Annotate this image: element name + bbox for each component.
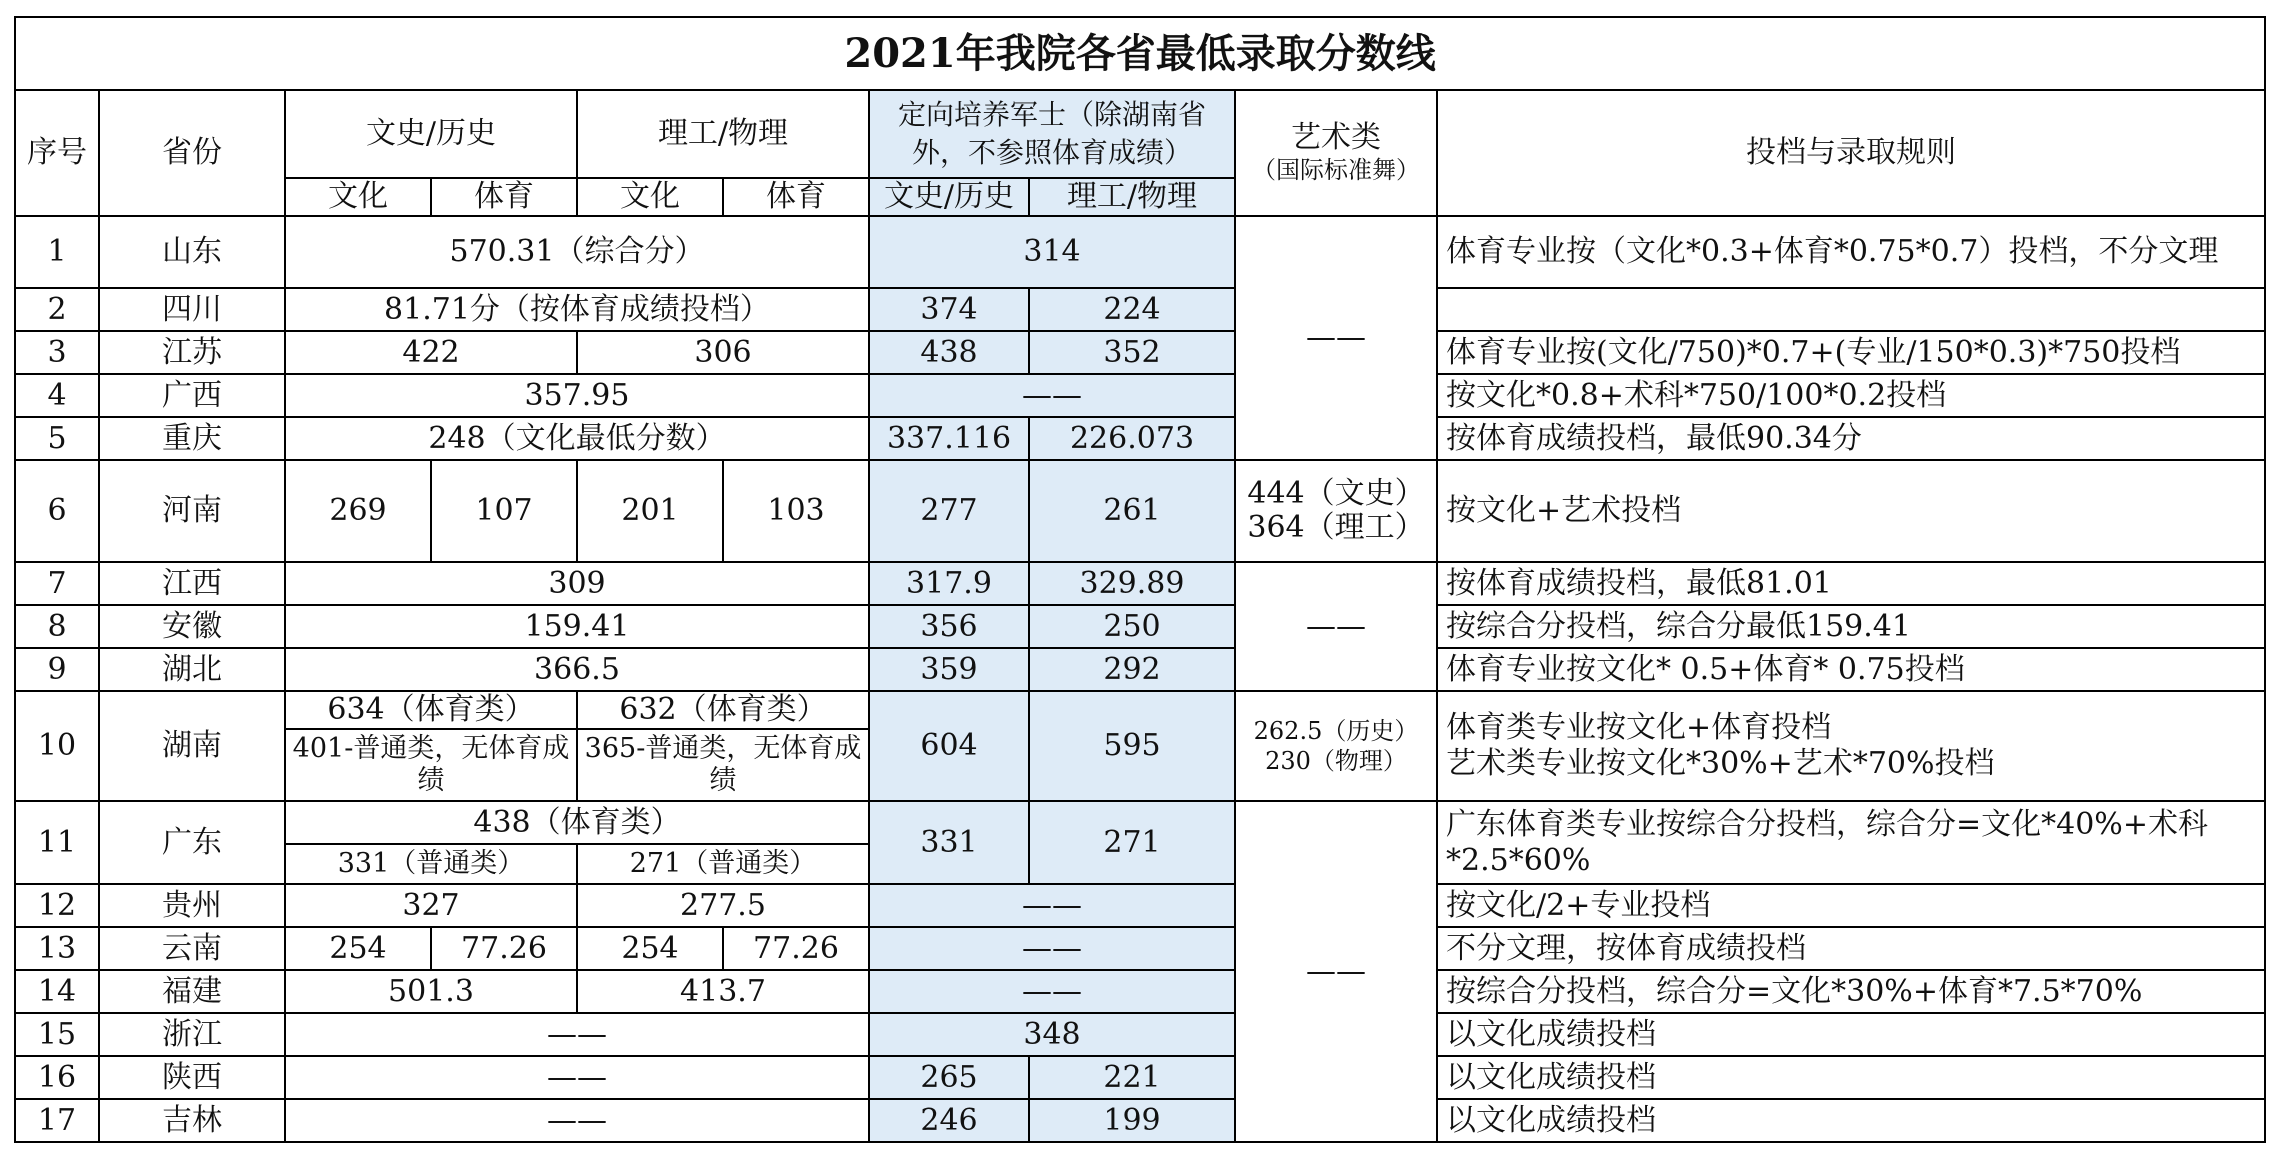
- rule-cell: 按综合分投档，综合分最低159.41: [1437, 605, 2265, 648]
- row-number: 3: [15, 331, 99, 374]
- province-cell: 吉林: [99, 1099, 285, 1142]
- row-number: 15: [15, 1013, 99, 1056]
- ligong-sports-cell: 103: [723, 460, 869, 562]
- score-cell: 357.95: [285, 374, 869, 417]
- header-province: 省份: [99, 90, 285, 216]
- directed-wenshi-cell: 331: [869, 801, 1029, 884]
- directed-score-cell: ——: [869, 374, 1235, 417]
- directed-wenshi-cell: 438: [869, 331, 1029, 374]
- header-seq: 序号: [15, 90, 99, 216]
- directed-ligong-cell: 261: [1029, 460, 1235, 562]
- rule-cell: 按综合分投档，综合分=文化*30%+体育*7.5*70%: [1437, 970, 2265, 1013]
- row-number: 13: [15, 927, 99, 970]
- art-score-cell: [1235, 691, 1437, 801]
- row-number: 11: [15, 801, 99, 884]
- province-cell: 福建: [99, 970, 285, 1013]
- directed-score-cell: ——: [869, 884, 1235, 927]
- province-cell: 浙江: [99, 1013, 285, 1056]
- header-directed-ligong: 理工/物理: [1029, 178, 1235, 216]
- directed-wenshi-cell: 604: [869, 691, 1029, 801]
- directed-wenshi-cell: 356: [869, 605, 1029, 648]
- wenshi-normal-score-cell: 331（普通类）: [285, 844, 577, 884]
- row-number: 2: [15, 288, 99, 331]
- header-ligong: 理工/物理: [577, 90, 869, 178]
- table-row: [15, 605, 2265, 648]
- table-row: [15, 331, 2265, 374]
- header-directed-wenshi: 文史/历史: [869, 178, 1029, 216]
- table-row: [15, 801, 2265, 844]
- score-cell: 570.31（综合分）: [285, 216, 869, 288]
- province-cell: 湖南: [99, 691, 285, 801]
- rule-cell: 按文化+艺术投档: [1437, 460, 2265, 562]
- ligong-culture-cell: 201: [577, 460, 723, 562]
- directed-score-cell: ——: [869, 927, 1235, 970]
- province-cell: 安徽: [99, 605, 285, 648]
- table-row: [15, 288, 2265, 331]
- table-title: 2021年我院各省最低录取分数线: [15, 17, 2265, 90]
- header-ws-culture: 文化: [285, 178, 431, 216]
- directed-score-cell: 348: [869, 1013, 1235, 1056]
- directed-ligong-cell: 292: [1029, 648, 1235, 691]
- rule-cell: 按体育成绩投档，最低90.34分: [1437, 417, 2265, 460]
- row-number: 8: [15, 605, 99, 648]
- province-cell: 陕西: [99, 1056, 285, 1099]
- art-score-line: 230（物理）: [1265, 747, 1407, 775]
- header-rules: 投档与录取规则: [1437, 90, 2265, 216]
- wenshi-score-cell: 327: [285, 884, 577, 927]
- header-wenshi: 文史/历史: [285, 90, 577, 178]
- table-row: [15, 648, 2265, 691]
- province-cell: 山东: [99, 216, 285, 288]
- ligong-culture-cell: 254: [577, 927, 723, 970]
- directed-wenshi-cell: 277: [869, 460, 1029, 562]
- rule-cell: 不分文理，按体育成绩投档: [1437, 927, 2265, 970]
- rule-cell: 以文化成绩投档: [1437, 1099, 2265, 1142]
- rule-cell: 以文化成绩投档: [1437, 1013, 2265, 1056]
- art-score-cell: ——: [1235, 801, 1437, 1142]
- rule-cell: 体育专业按（文化*0.3+体育*0.75*0.7）投档，不分文理: [1437, 216, 2265, 288]
- province-cell: 江西: [99, 562, 285, 605]
- province-cell: 湖北: [99, 648, 285, 691]
- rule-cell: 以文化成绩投档: [1437, 1056, 2265, 1099]
- wenshi-sports-cell: 107: [431, 460, 577, 562]
- directed-ligong-cell: 329.89: [1029, 562, 1235, 605]
- table-row: [15, 691, 2265, 729]
- wenshi-score-cell: 422: [285, 331, 577, 374]
- row-number: 4: [15, 374, 99, 417]
- score-cell: 366.5: [285, 648, 869, 691]
- directed-ligong-cell: 226.073: [1029, 417, 1235, 460]
- directed-wenshi-cell: 359: [869, 648, 1029, 691]
- directed-score-cell: 314: [869, 216, 1235, 288]
- table-row: [15, 216, 2265, 288]
- ligong-normal-score-cell: 365-普通类，无体育成绩: [577, 729, 869, 801]
- directed-ligong-cell: 352: [1029, 331, 1235, 374]
- ligong-normal-score-cell: 271（普通类）: [577, 844, 869, 884]
- table-row: [15, 374, 2265, 417]
- row-number: 7: [15, 562, 99, 605]
- header-lg-culture: 文化: [577, 178, 723, 216]
- table-row: [15, 562, 2265, 605]
- wenshi-normal-score-cell: 401-普通类，无体育成绩: [285, 729, 577, 801]
- directed-ligong-cell: 595: [1029, 691, 1235, 801]
- table-row: [15, 1013, 2265, 1056]
- directed-wenshi-cell: 265: [869, 1056, 1029, 1099]
- province-cell: 云南: [99, 927, 285, 970]
- directed-ligong-cell: 221: [1029, 1056, 1235, 1099]
- row-number: 17: [15, 1099, 99, 1142]
- table-row: [15, 1056, 2265, 1099]
- art-score-cell: ——: [1235, 562, 1437, 691]
- admission-score-table: [14, 16, 2266, 1143]
- header-art: [1235, 90, 1437, 216]
- score-cell: 81.71分（按体育成绩投档）: [285, 288, 869, 331]
- directed-wenshi-cell: 317.9: [869, 562, 1029, 605]
- wenshi-sports-cell: 77.26: [431, 927, 577, 970]
- rule-cell: 广东体育类专业按综合分投档，综合分=文化*40%+术科*2.5*60%: [1437, 801, 2265, 884]
- wenshi-culture-cell: 269: [285, 460, 431, 562]
- rule-cell: [1437, 288, 2265, 331]
- header-art-label: 艺术类: [1291, 120, 1381, 155]
- table-row: [15, 884, 2265, 927]
- ligong-score-cell: 277.5: [577, 884, 869, 927]
- rule-cell: 体育专业按(文化/750)*0.7+(专业/150*0.3)*750投档: [1437, 331, 2265, 374]
- rule-cell: 按文化/2+专业投档: [1437, 884, 2265, 927]
- directed-ligong-cell: 224: [1029, 288, 1235, 331]
- row-number: 10: [15, 691, 99, 801]
- row-number: 5: [15, 417, 99, 460]
- province-cell: 重庆: [99, 417, 285, 460]
- score-cell: 309: [285, 562, 869, 605]
- directed-wenshi-cell: 337.116: [869, 417, 1029, 460]
- art-score-line: 444（文史）: [1247, 476, 1425, 511]
- table-row: [15, 927, 2265, 970]
- rule-cell: [1437, 691, 2265, 801]
- sports-score-cell: 438（体育类）: [285, 801, 869, 844]
- wenshi-culture-cell: 254: [285, 927, 431, 970]
- rule-cell: 体育专业按文化* 0.5+体育* 0.75投档: [1437, 648, 2265, 691]
- directed-wenshi-cell: 246: [869, 1099, 1029, 1142]
- score-cell: 248（文化最低分数）: [285, 417, 869, 460]
- directed-score-cell: ——: [869, 970, 1235, 1013]
- header-directed: 定向培养军士（除湖南省外，不参照体育成绩）: [869, 90, 1235, 178]
- province-cell: 四川: [99, 288, 285, 331]
- header-art-sub: （国际标准舞）: [1252, 156, 1420, 184]
- table-row: [15, 417, 2265, 460]
- province-cell: 广西: [99, 374, 285, 417]
- art-score-line: 364（理工）: [1247, 510, 1425, 545]
- directed-ligong-cell: 199: [1029, 1099, 1235, 1142]
- rule-line: 艺术类专业按文化*30%+艺术*70%投档: [1446, 746, 1995, 781]
- art-score-line: 262.5（历史）: [1253, 717, 1419, 745]
- score-cell: 159.41: [285, 605, 869, 648]
- ligong-score-cell: 306: [577, 331, 869, 374]
- province-cell: 贵州: [99, 884, 285, 927]
- art-score-cell: ——: [1235, 216, 1437, 460]
- province-cell: 河南: [99, 460, 285, 562]
- wenshi-sports-score-cell: 634（体育类）: [285, 691, 577, 729]
- row-number: 9: [15, 648, 99, 691]
- province-cell: 江苏: [99, 331, 285, 374]
- row-number: 6: [15, 460, 99, 562]
- rule-line: 体育类专业按文化+体育投档: [1446, 710, 1832, 745]
- rule-cell: 按体育成绩投档，最低81.01: [1437, 562, 2265, 605]
- ligong-sports-cell: 77.26: [723, 927, 869, 970]
- table-row: [15, 1099, 2265, 1142]
- row-number: 14: [15, 970, 99, 1013]
- row-number: 1: [15, 216, 99, 288]
- table-row: [15, 970, 2265, 1013]
- directed-ligong-cell: 250: [1029, 605, 1235, 648]
- score-cell: ——: [285, 1056, 869, 1099]
- rule-cell: 按文化*0.8+术科*750/100*0.2投档: [1437, 374, 2265, 417]
- wenshi-score-cell: 501.3: [285, 970, 577, 1013]
- score-cell: ——: [285, 1099, 869, 1142]
- table-row: [15, 460, 2265, 562]
- row-number: 16: [15, 1056, 99, 1099]
- ligong-score-cell: 413.7: [577, 970, 869, 1013]
- ligong-sports-score-cell: 632（体育类）: [577, 691, 869, 729]
- art-score-cell: [1235, 460, 1437, 562]
- table-wrapper: [14, 16, 2266, 1143]
- row-number: 12: [15, 884, 99, 927]
- province-cell: 广东: [99, 801, 285, 884]
- directed-wenshi-cell: 374: [869, 288, 1029, 331]
- score-cell: ——: [285, 1013, 869, 1056]
- header-lg-sports: 体育: [723, 178, 869, 216]
- directed-ligong-cell: 271: [1029, 801, 1235, 884]
- header-ws-sports: 体育: [431, 178, 577, 216]
